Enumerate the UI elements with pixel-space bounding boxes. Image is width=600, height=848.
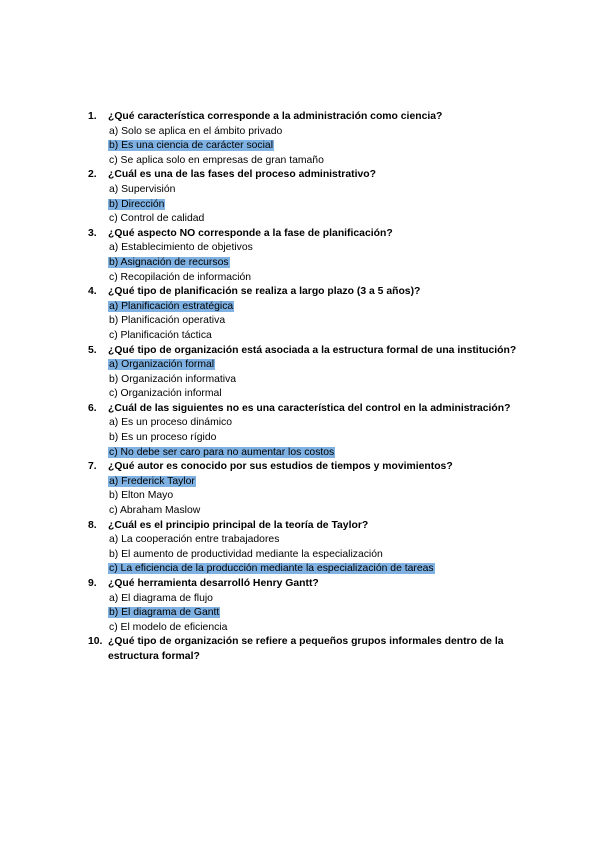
answer-option (108, 621, 528, 636)
question-number: 2. (88, 169, 97, 181)
answer-options (108, 241, 528, 285)
question-item (88, 285, 528, 343)
question-item (88, 635, 528, 664)
answer-option (108, 387, 528, 402)
answer-options (108, 183, 528, 227)
question-number: 7. (88, 461, 97, 473)
answer-option (108, 592, 528, 607)
answer-option-text: b) Dirección (109, 198, 165, 210)
answer-option-text: a) El diagrama de flujo (109, 592, 213, 604)
question-item (88, 344, 528, 402)
quiz-question-list (88, 110, 528, 665)
question-item (88, 577, 528, 635)
answer-option (108, 373, 528, 388)
question-item (88, 402, 528, 460)
answer-option-text: a) Organización formal (109, 359, 215, 371)
answer-option (108, 329, 528, 344)
question-text: ¿Qué tipo de organización está asociada a la estructura formal de una institución? (108, 344, 517, 356)
answer-option (108, 431, 528, 446)
question-text: ¿Qué tipo de organización se refiere a pequeños grupos informales dentro de la estructura formal? (108, 636, 504, 662)
answer-option (108, 212, 528, 227)
question-text: ¿Cuál es una de las fases del proceso administrativo? (108, 169, 376, 181)
answer-option-text: b) Organización informativa (109, 373, 237, 385)
answer-option-text: b) El diagrama de Gantt (109, 607, 220, 619)
answer-option-text: c) Control de calidad (109, 213, 205, 225)
question-text: ¿Qué autor es conocido por sus estudios de tiempos y movimientos? (108, 461, 453, 473)
answer-option-highlighted (108, 606, 528, 621)
question-text: ¿Cuál de las siguientes no es una característica del control en la administración? (108, 402, 511, 414)
answer-option-text: c) Abraham Maslow (109, 505, 201, 517)
answer-option (108, 125, 528, 140)
answer-option-highlighted (108, 475, 528, 490)
question-item (88, 168, 528, 226)
answer-option-text: b) Asignación de recursos (109, 256, 229, 268)
answer-option-highlighted (108, 300, 528, 315)
answer-option (108, 314, 528, 329)
answer-option-highlighted (108, 256, 528, 271)
answer-options (108, 475, 528, 519)
answer-option-text: b) Elton Mayo (109, 490, 174, 502)
answer-option-text: c) No debe ser caro para no aumentar los costos (109, 446, 335, 458)
answer-option-highlighted (108, 358, 528, 373)
answer-option-text: c) Organización informal (109, 388, 222, 400)
answer-options (108, 300, 528, 344)
answer-option-highlighted (108, 446, 528, 461)
answer-option-text: b) Es un proceso rígido (109, 432, 217, 444)
question-number: 10. (88, 636, 103, 648)
answer-options (108, 533, 528, 577)
question-text: ¿Qué herramienta desarrolló Henry Gantt? (108, 578, 319, 589)
answer-option-text: a) Planificación estratégica (109, 300, 234, 312)
question-item (88, 110, 528, 168)
answer-option-text: c) El modelo de eficiencia (109, 621, 228, 633)
answer-option-text: c) Se aplica solo en empresas de gran tamaño (109, 154, 324, 166)
answer-option (108, 489, 528, 504)
answer-option-text: b) El aumento de productividad mediante la especialización (109, 548, 383, 560)
question-number: 3. (88, 227, 97, 239)
answer-option (108, 504, 528, 519)
answer-options (108, 416, 528, 460)
question-number: 1. (88, 111, 97, 122)
answer-option-text: a) La cooperación entre trabajadores (109, 534, 280, 546)
answer-option (108, 154, 528, 169)
answer-option (108, 241, 528, 256)
answer-option-highlighted (108, 198, 528, 213)
question-text: ¿Qué característica corresponde a la administración como ciencia? (108, 111, 443, 122)
question-number: 6. (88, 402, 97, 414)
answer-option-text: a) Solo se aplica en el ámbito privado (109, 125, 283, 137)
answer-option (108, 533, 528, 548)
question-item (88, 519, 528, 577)
answer-option-highlighted (108, 562, 528, 577)
question-number: 5. (88, 344, 97, 356)
answer-option (108, 416, 528, 431)
question-number: 8. (88, 519, 97, 531)
answer-option-text: c) La eficiencia de la producción mediante la especialización de tareas (109, 563, 434, 575)
answer-options (108, 592, 528, 636)
question-number: 9. (88, 578, 97, 589)
answer-option (108, 548, 528, 563)
answer-option-highlighted (108, 139, 528, 154)
answer-option-text: c) Planificación táctica (109, 329, 212, 341)
answer-option (108, 183, 528, 198)
answer-option (108, 271, 528, 286)
question-number: 4. (88, 286, 97, 298)
question-text: ¿Qué aspecto NO corresponde a la fase de planificación? (108, 227, 393, 239)
answer-option-text: c) Recopilación de información (109, 271, 252, 283)
answer-option-text: b) Planificación operativa (109, 315, 226, 327)
question-item (88, 227, 528, 285)
answer-option-text: a) Establecimiento de objetivos (109, 242, 253, 254)
answer-option-text: a) Es un proceso dinámico (109, 417, 233, 429)
answer-options (108, 358, 528, 402)
answer-option-text: b) Es una ciencia de carácter social (109, 140, 274, 152)
question-text: ¿Qué tipo de planificación se realiza a largo plazo (3 a 5 años)? (108, 286, 421, 298)
answer-option-text: a) Frederick Taylor (109, 475, 195, 487)
answer-options (108, 125, 528, 169)
answer-option-text: a) Supervisión (109, 183, 176, 195)
question-item (88, 460, 528, 518)
question-text: ¿Cuál es el principio principal de la teoría de Taylor? (108, 519, 369, 531)
